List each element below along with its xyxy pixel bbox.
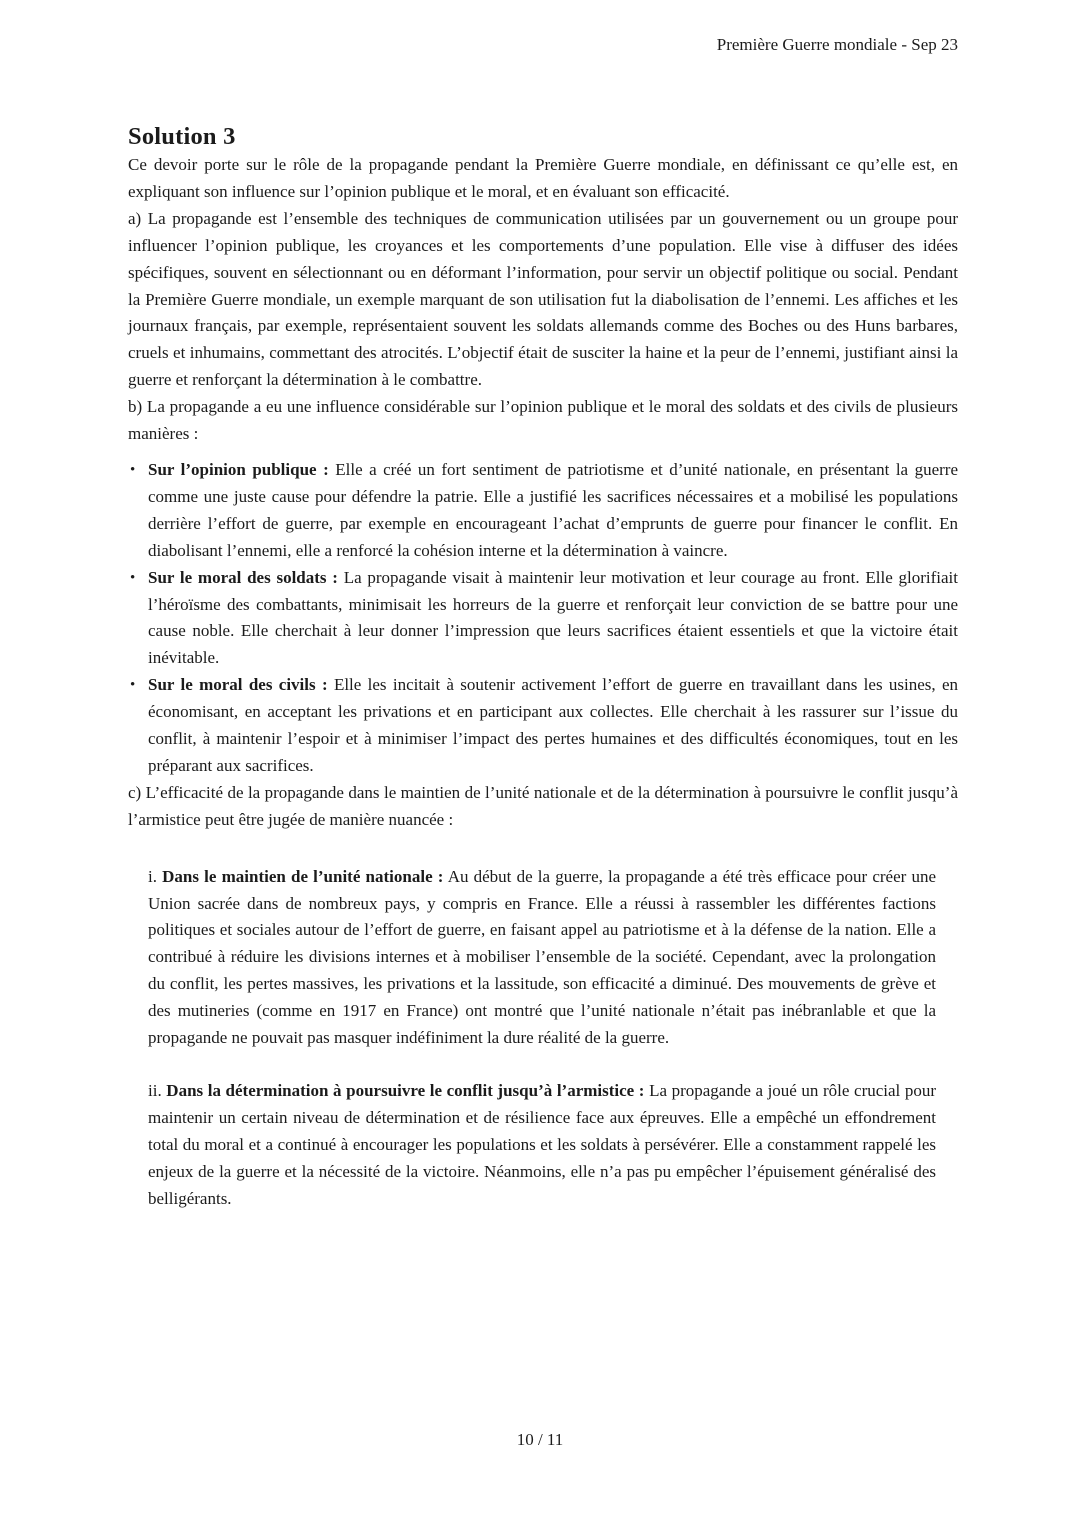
bullet-text: La propagande visait à maintenir leur motivation et leur courage au front. Elle glorifiait l’héroïsme des combattants, minimisait les horreurs de la guerre et renforçait leur conviction de se battre pour une cause noble. Elle cherchait à leur donner l’impression que leurs sacrifices étaient essentiels et que la victoire était inévitable. <box>148 567 958 668</box>
intro-paragraph: Ce devoir porte sur le rôle de la propagande pendant la Première Guerre mondiale, en définissant ce qu’elle est, en expliquant son influence sur l’opinion publique et le moral, et en évaluant son efficacité. <box>128 155 958 201</box>
bullet-icon: • <box>130 677 136 694</box>
bullet-list <box>128 457 958 780</box>
bullet-item-moral-civils <box>128 672 958 780</box>
header-title: Première Guerre mondiale - Sep 23 <box>716 35 958 54</box>
subsection-determination-armistice <box>148 1078 936 1213</box>
bullet-text: Elle les incitait à soutenir activement l’effort de guerre en travaillant dans les usines, en économisant, en acceptant les privations et en participant aux collectes. Elle cherchait à les rassurer sur l’issue du conflit, à maintenir l’espoir et à minimiser l’impact des pertes humaines et des difficultés économiques, tout en les préparant aux sacrifices. <box>148 675 959 775</box>
page-number: 10 / 11 <box>516 1430 564 1449</box>
bullet-text: Elle a créé un fort sentiment de patriotisme et d’unité nationale, en présentant la guerre comme une juste cause pour défendre la patrie. Elle a justifié les sacrifices nécessaires et a mobilisé les populations derrière l’effort de guerre, par exemple en encourageant l’achat d’emprunts de guerre pour financer le conflit. En diabolisant l’ennemi, elle a renforcé la cohésion interne et la détermination à vaincre. <box>148 459 958 560</box>
subsection-text: Au début de la guerre, la propagande a été très efficace pour créer une Union sacrée dans de nombreux pays, y compris en France. Elle a réussi à rassembler les différentes factions politiques et sociales autour de l’effort de guerre, en faisant appel au patriotisme et à la défense de la nation. Elle a contribué à réduire les divisions internes et à mobiliser l’ensemble de la société. Cependant, avec la prolongation du conflit, les pertes massives, les privations et la lassitude, son efficacité a diminué. Des mouvements de grève et des mutineries (comme en 1917 en France) ont montré que l’unité nationale n’était pas inébranlable et que la propagande ne pouvait pas masquer indéfiniment la dure réalité de la guerre. <box>148 866 936 1048</box>
bullet-item-opinion-publique <box>128 457 958 565</box>
page-title: Solution 3 <box>128 123 236 150</box>
subsection-lead: Dans le maintien de l’unité nationale : <box>162 866 444 886</box>
subsection-unite-nationale <box>148 864 936 1052</box>
bullet-icon: • <box>130 461 136 478</box>
document-content <box>128 0 958 1213</box>
bullet-lead: Sur le moral des civils : <box>148 675 328 695</box>
section-b-intro: b) La propagande a eu une influence considérable sur l’opinion publique et le moral des soldats et des civils de plusieurs manières : <box>128 397 958 444</box>
section-c-intro: c) L’efficacité de la propagande dans le maintien de l’unité nationale et de la détermination à poursuivre le conflit jusqu’à l’armistice peut être jugée de manière nuancée : <box>128 782 958 829</box>
subsection-text: La propagande a joué un rôle crucial pour maintenir un certain niveau de détermination et de résilience face aux épreuves. Elle a empêché un effondrement total du moral et a continué à encourager les populations et les soldats à persévérer. Elle a constamment rappelé les enjeux de la guerre et la nécessité de la victoire. Néanmoins, elle n’a pas pu empêcher l’épuisement généralisé des belligérants. <box>148 1081 937 1208</box>
bullet-lead: Sur l’opinion publique : <box>148 459 329 479</box>
subsection-lead: Dans la détermination à poursuivre le conflit jusqu’à l’armistice : <box>166 1081 645 1100</box>
subsection-number: ii. <box>148 1081 162 1100</box>
page-header <box>128 0 958 56</box>
bullet-icon: • <box>130 569 136 586</box>
page-footer <box>0 1430 1080 1450</box>
section-a-paragraph: a) La propagande est l’ensemble des techniques de communication utilisées par un gouvernement ou un groupe pour influencer l’opinion publique, les croyances et les comportements d’une population. Elle vise à diffuser des idées spécifiques, souvent en sélectionnant ou en déformant l’information, pour servir un objectif politique ou social. Pendant la Première Guerre mondiale, un exemple marquant de son utilisation fut la diabolisation de l’ennemi. Les affiches et les journaux français, par exemple, représentaient souvent les soldats allemands comme des Boches ou des Huns barbares, cruels et inhumains, commettant des atrocités. L’objectif était de susciter la haine et la peur de l’ennemi, justifiant ainsi la guerre et renforçant la détermination à le combattre. <box>128 208 958 390</box>
subsection-number: i. <box>148 866 157 886</box>
bullet-lead: Sur le moral des soldats : <box>148 567 338 587</box>
bullet-item-moral-soldats <box>128 565 958 673</box>
